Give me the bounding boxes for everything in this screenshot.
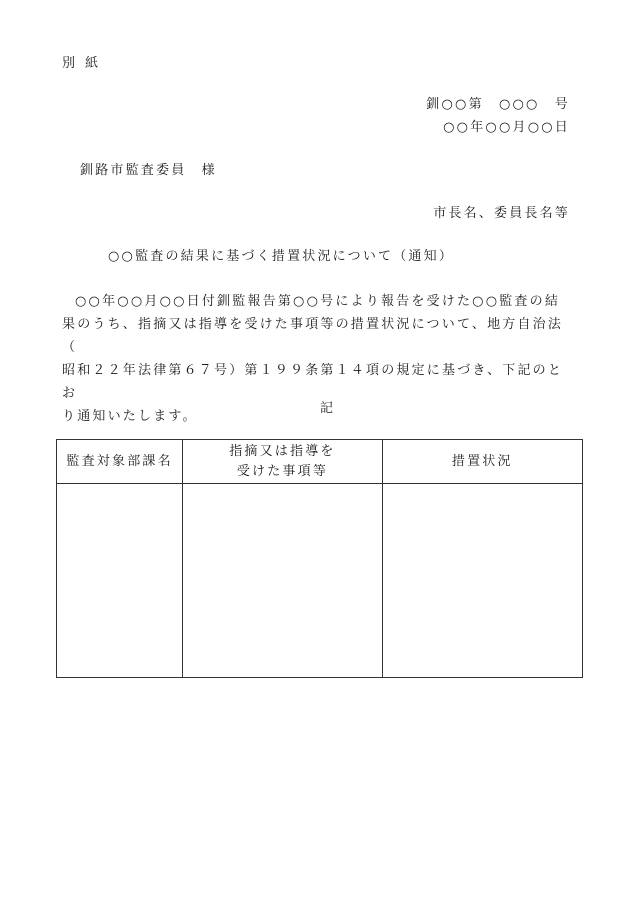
header-findings-line-2: 受けた事項等 [236,463,329,479]
cell-measures [382,484,582,678]
body-paragraph [62,290,572,428]
report-table [56,439,583,678]
attachment-label: 別紙 [62,56,109,71]
subject-title: ○○監査の結果に基づく措置状況について（通知） [108,249,455,264]
header-department [57,440,183,484]
header-measures [382,440,582,484]
header-findings-line-1: 指摘又は指導を [229,443,336,459]
table-header-row [57,440,583,484]
reference-number: 釧○○第 ○○○ 号 [426,97,570,112]
document-date: ○○年○○月○○日 [443,120,570,135]
header-department-label: 監査対象部課名 [66,453,173,469]
body-line: ○○年○○月○○日付釧監報告第○○号により報告を受けた○○監査の結 [75,294,561,309]
cell-department [57,484,183,678]
header-findings [183,440,382,484]
table-row [57,484,583,678]
body-line: 果のうち、指摘又は指導を受けた事項等の措置状況について、地方自治法（ [62,317,564,355]
ki-heading: 記 [320,401,336,416]
cell-findings [183,484,382,678]
body-line: 昭和２２年法律第６７号）第１９９条第１４項の規定に基づき、下記のとお [62,363,564,401]
header-measures-label: 措置状況 [451,453,513,469]
addressee: 釧路市監査委員 様 [80,163,217,178]
sender: 市長名、委員長名等 [433,206,570,221]
body-line: り通知いたします。 [62,409,198,424]
